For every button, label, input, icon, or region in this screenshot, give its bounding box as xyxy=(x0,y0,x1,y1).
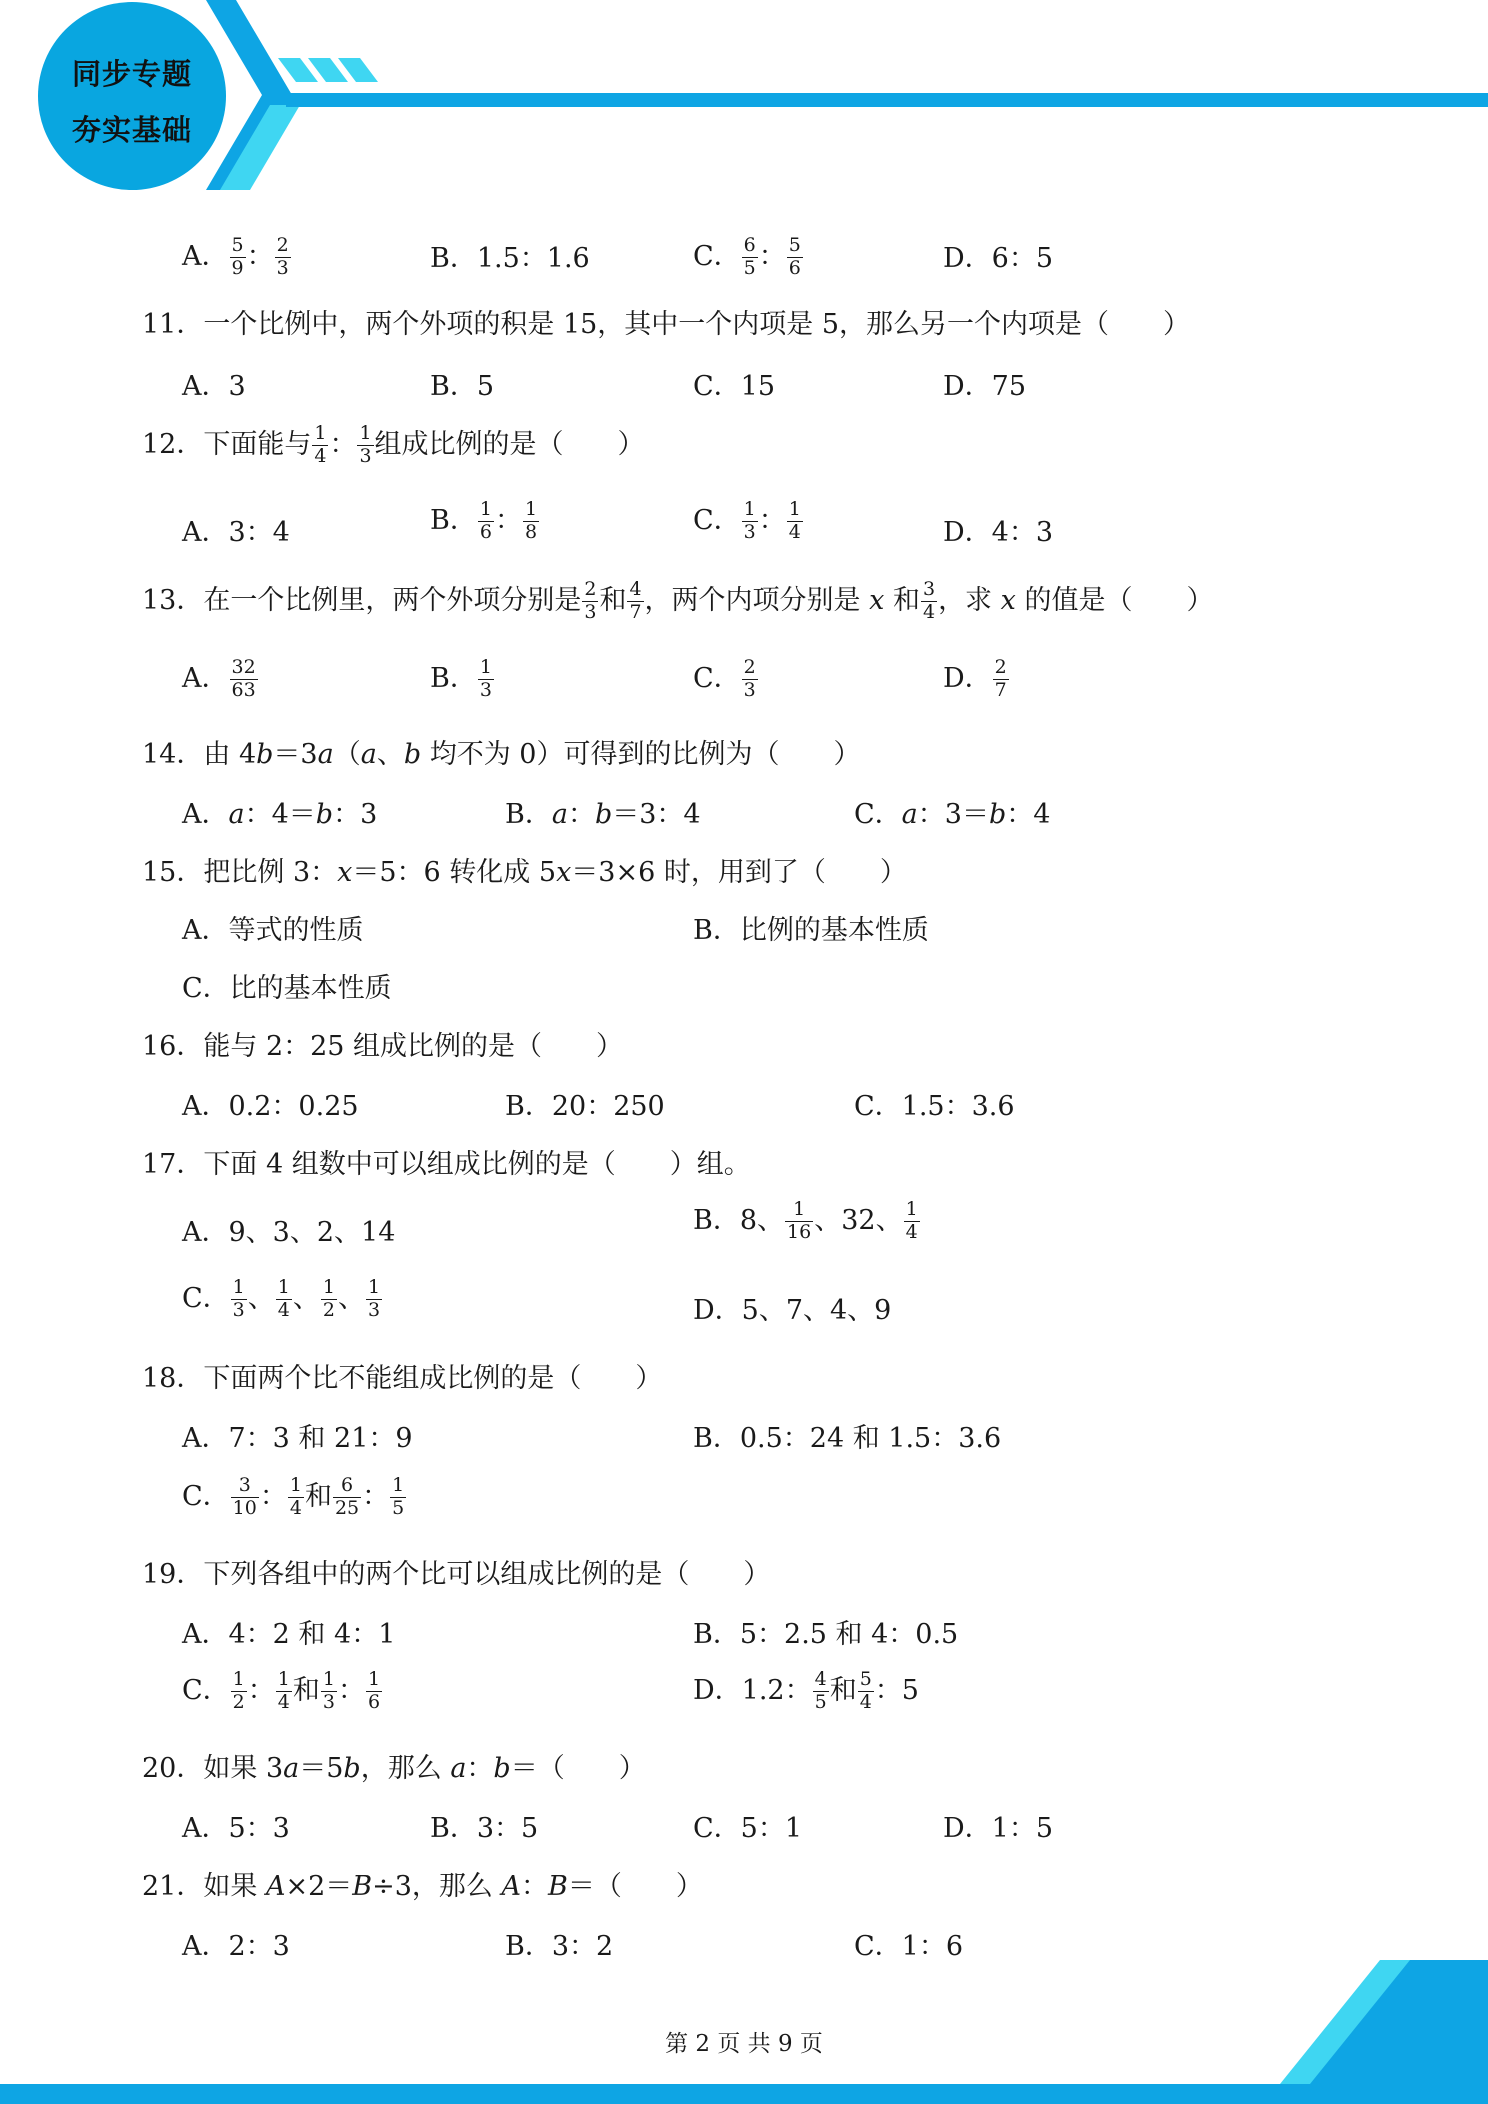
q19-option-d: D．1.2： $\frac{4}{5}$ 和 $\frac{5}{4}$ ：5 xyxy=(693,1668,919,1713)
header-line xyxy=(286,93,1488,107)
q20-option-c: C．5：1 xyxy=(693,1813,803,1844)
fraction: $\frac{3}{4}$ xyxy=(922,578,936,623)
fraction: $\frac{1}{16}$ xyxy=(787,1198,812,1243)
q12-option-d: D．4：3 xyxy=(943,517,1054,548)
q19-option-b: B．5：2.5 和 4：0.5 xyxy=(693,1619,959,1650)
fraction: $\frac{1}{4}$ xyxy=(289,1474,302,1519)
fraction: $\frac{1}{4}$ xyxy=(277,1668,290,1713)
q13-option-b: B． $\frac{1}{3}$ xyxy=(430,656,492,701)
question-20: 20．如果 3a＝5b，那么 a：b＝（ ） xyxy=(142,1753,646,1784)
q15-option-b: B．比例的基本性质 xyxy=(693,915,929,946)
page-number: 第 2 页 共 9 页 xyxy=(665,2031,823,2057)
fraction: $\frac{2}{7}$ xyxy=(994,656,1007,701)
fraction: $\frac{5}{9}$ xyxy=(231,234,244,279)
question-13: 13．在一个比例里，两个外项分别是 $\frac{2}{3}$ 和 $\frac{4}{7}$ ，两个内项分别是 x 和 $\frac{3}{4}$ ，求 x 的值是（ ） xyxy=(142,578,1214,623)
fraction: $\frac{2}{3}$ xyxy=(584,578,597,623)
q13-option-d: D． $\frac{2}{7}$ xyxy=(943,656,1007,701)
header-badge xyxy=(38,2,226,190)
fraction: $\frac{1}{2}$ xyxy=(232,1668,245,1713)
question-16: 16．能与 2：25 组成比例的是（ ） xyxy=(142,1031,624,1062)
q13-option-c: C． $\frac{2}{3}$ xyxy=(693,656,756,701)
q15-option-a: A．等式的性质 xyxy=(182,915,364,946)
q16-option-b: B．20：250 xyxy=(505,1091,665,1122)
fraction: $\frac{1}{4}$ xyxy=(905,1198,918,1243)
q17-option-b: B．8、 $\frac{1}{16}$ 、32、 $\frac{1}{4}$ xyxy=(693,1198,918,1243)
question-11: 11．一个比例中，两个外项的积是 15，其中一个内项是 5，那么另一个内项是（ ） xyxy=(142,309,1191,340)
q16-option-c: C．1.5：3.6 xyxy=(854,1091,1015,1122)
fraction: $\frac{1}{4}$ xyxy=(314,422,327,467)
fraction: $\frac{1}{3}$ xyxy=(479,656,492,701)
fraction: $\frac{6}{5}$ xyxy=(743,234,756,279)
q12-option-b: B． $\frac{1}{6}$ ： $\frac{1}{8}$ xyxy=(430,498,538,543)
fraction: $\frac{1}{3}$ xyxy=(322,1668,335,1713)
header-banner xyxy=(0,0,1488,200)
q10-option-d: D．6：5 xyxy=(943,243,1054,274)
q20-option-a: A．5：3 xyxy=(182,1813,290,1844)
fraction: $\frac{1}{3}$ xyxy=(232,1276,245,1321)
fraction: $\frac{1}{3}$ xyxy=(743,498,756,543)
q17-option-a: A．9、3、2、14 xyxy=(182,1217,396,1248)
fraction: $\frac{1}{3}$ xyxy=(367,1276,381,1321)
fraction: $\frac{1}{6}$ xyxy=(479,498,492,543)
q10-option-a: A． $\frac{5}{9}$ ： $\frac{2}{3}$ xyxy=(182,234,289,279)
fraction: $\frac{1}{4}$ xyxy=(788,498,801,543)
fraction: $\frac{1}{4}$ xyxy=(277,1276,290,1321)
q14-option-b: B．a：b＝3：4 xyxy=(505,799,701,830)
q14-option-c: C．a：3＝b：4 xyxy=(854,799,1051,830)
q17-option-d: D．5、7、4、9 xyxy=(693,1295,892,1326)
question-21: 21．如果 A×2＝B÷3，那么 A：B＝（ ） xyxy=(142,1871,703,1902)
fraction: $\frac{1}{2}$ xyxy=(322,1276,335,1321)
fraction: $\frac{4}{7}$ xyxy=(629,578,642,623)
q11-option-a: A．3 xyxy=(182,371,246,402)
q12-option-c: C． $\frac{1}{3}$ ： $\frac{1}{4}$ xyxy=(693,498,801,543)
fraction: $\frac{2}{3}$ xyxy=(743,656,756,701)
fraction: $\frac{4}{5}$ xyxy=(814,1668,827,1713)
fraction: $\frac{3}{10}$ xyxy=(232,1474,257,1519)
footer-bar xyxy=(0,2084,1488,2104)
q18-option-c: C． $\frac{3}{10}$ ： $\frac{1}{4}$ 和 $\frac{6}{25}$ ： $\frac{1}{5}$ xyxy=(182,1474,405,1519)
fraction: $\frac{6}{25}$ xyxy=(334,1474,360,1519)
q10-option-c: C． $\frac{6}{5}$ ： $\frac{5}{6}$ xyxy=(693,234,801,279)
q16-option-a: A．0.2：0.25 xyxy=(182,1091,359,1122)
q19-option-c: C． $\frac{1}{2}$ ： $\frac{1}{4}$ 和 $\frac{1}{3}$ ： $\frac{1}{6}$ xyxy=(182,1668,381,1713)
question-18: 18．下面两个比不能组成比例的是（ ） xyxy=(142,1363,663,1394)
fraction: $\frac{2}{3}$ xyxy=(276,234,289,279)
q20-option-d: D．1：5 xyxy=(943,1813,1054,1844)
q21-option-b: B．3：2 xyxy=(505,1931,614,1962)
question-12: 12．下面能与 $\frac{1}{4}$ ： $\frac{1}{3}$ 组成比例的是（ ） xyxy=(142,422,645,467)
fraction: $\frac{1}{3}$ xyxy=(359,422,372,467)
fraction: $\frac{32}{63}$ xyxy=(231,656,256,701)
q14-option-a: A．a：4＝b：3 xyxy=(182,799,378,830)
question-14: 14．由 4b＝3a（a、b 均不为 0）可得到的比例为（ ） xyxy=(142,739,861,770)
question-19: 19．下列各组中的两个比可以组成比例的是（ ） xyxy=(142,1559,771,1590)
q21-option-a: A．2：3 xyxy=(182,1931,290,1962)
q18-option-b: B．0.5：24 和 1.5：3.6 xyxy=(693,1423,1002,1454)
badge-line-1: 同步专题 xyxy=(71,57,192,91)
q17-option-c: C． $\frac{1}{3}$ 、 $\frac{1}{4}$ 、 $\frac{1}{2}$ 、 $\frac{1}{3}$ xyxy=(182,1276,381,1321)
fraction: $\frac{1}{5}$ xyxy=(392,1474,405,1519)
fraction: $\frac{1}{6}$ xyxy=(367,1668,381,1713)
badge-line-2: 夯实基础 xyxy=(71,113,192,147)
q13-option-a: A． $\frac{32}{63}$ xyxy=(182,656,256,701)
fraction: $\frac{5}{4}$ xyxy=(859,1668,872,1713)
q12-option-a: A．3：4 xyxy=(182,517,290,548)
q10-option-b: B．1.5：1.6 xyxy=(430,243,590,274)
question-17: 17．下面 4 组数中可以组成比例的是（ ）组。 xyxy=(142,1149,751,1180)
q20-option-b: B．3：5 xyxy=(430,1813,539,1844)
q18-option-a: A．7：3 和 21：9 xyxy=(182,1423,413,1454)
question-15: 15．把比例 3：x＝5：6 转化成 5x＝3×6 时，用到了（ ） xyxy=(142,857,907,888)
q11-option-d: D．75 xyxy=(943,371,1027,402)
q15-option-c: C．比的基本性质 xyxy=(182,973,392,1004)
q19-option-a: A．4：2 和 4：1 xyxy=(182,1619,396,1650)
fraction: $\frac{1}{8}$ xyxy=(524,498,538,543)
q11-option-c: C．15 xyxy=(693,371,776,402)
q21-option-c: C．1：6 xyxy=(854,1931,964,1962)
q11-option-b: B．5 xyxy=(430,371,495,402)
fraction: $\frac{5}{6}$ xyxy=(788,234,801,279)
